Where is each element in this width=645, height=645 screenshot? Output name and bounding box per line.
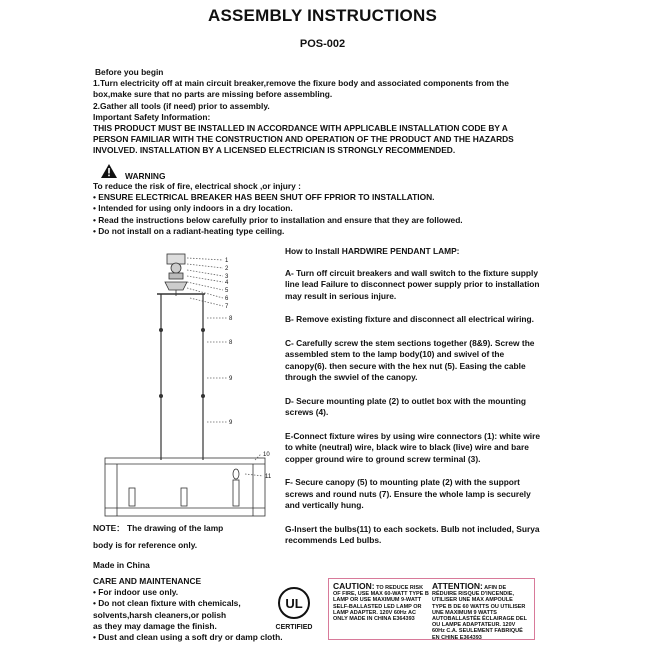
caution-fr-heading: ATTENTION: (432, 581, 483, 591)
ul-certified-word: CERTIFIED (275, 624, 313, 631)
install-section (285, 246, 547, 559)
callout-3: 3 (225, 274, 229, 280)
warning-line: • Do not install on a radiant-heating type ceiling. (93, 225, 285, 236)
note-line-1: NOTE： The drawing of the lamp (93, 523, 224, 533)
before-heading: Before you begin (95, 67, 164, 77)
made-in-label: Made in China (93, 560, 150, 570)
before-line: THIS PRODUCT MUST BE INSTALLED IN ACCORDANCE WITH APPLICABLE INSTALLATION CODE BY A (93, 123, 508, 134)
callout-2: 2 (225, 266, 229, 272)
caution-en-heading: CAUTION: (333, 581, 375, 591)
install-step-e: E-Connect fixture wires by using wire connectors (1): white wire to white (neutral) wire, black wire to black (live) wire and bare copper ground wire to ground screw terminal (3). (285, 430, 541, 464)
callout-9b: 9 (229, 420, 233, 426)
warning-line: • Read the instructions below carefully prior to installation and ensure that they are followed. (93, 214, 463, 225)
warning-icon (101, 164, 117, 178)
callout-10: 10 (263, 452, 270, 458)
install-step-g: G-Insert the bulbs(11) to each sockets. Bulb not included, Surya recommends Led bulbs. (285, 523, 540, 545)
install-step-f: F- Secure canopy (5) to mounting plate (2) with the support screws and round nuts (7). Ensure the whole lamp is securely and vertically hung. (285, 477, 531, 510)
care-line: • For indoor use only. (93, 587, 179, 598)
note-line-2: body is for reference only. (93, 540, 198, 550)
install-step-b: B- Remove existing fixture and disconnect all electrical wiring. (285, 314, 534, 324)
care-line: solvents,harsh cleaners,or polish (93, 609, 227, 620)
care-heading: CARE AND MAINTENANCE (93, 576, 202, 586)
warning-line: To reduce the risk of fire, electrical shock ,or injury : (93, 181, 301, 191)
install-step-c: C- Carefully screw the stem sections together (8&9). Screw the assembled stem to the lamp body(10) and swivel of the canopy(6). then secure with the hex nut (5). Easing the cable through the swviel of the canopy. (285, 337, 535, 382)
callout-8b: 8 (229, 340, 233, 346)
install-step-d: D- Secure mounting plate (2) to outlet box with the mounting screws (4). (285, 395, 527, 417)
lamp-diagram (95, 246, 280, 521)
warning-line: • ENSURE ELECTRICAL BREAKER HAS BEEN SHUT OFF FPRIOR TO INSTALLATION. (93, 192, 435, 203)
install-heading: How to Install HARDWIRE PENDANT LAMP: (285, 246, 460, 256)
callout-8a: 8 (229, 316, 233, 322)
before-line: box,make sure that no parts are missing before assembling. (93, 89, 333, 100)
callout-11: 11 (265, 474, 272, 480)
lamp-drawing (95, 246, 280, 521)
callout-5: 5 (225, 288, 229, 294)
callout-4: 4 (225, 280, 229, 286)
model-number: POS-002 (299, 38, 346, 50)
callout-7: 7 (225, 304, 229, 310)
before-section (93, 67, 514, 157)
before-line: PERSON FAMILIAR WITH THE CONSTRUCTION AND OPERATION OF THE PRODUCT AND THE HAZARDS (93, 134, 514, 145)
before-line: 1.Turn electricity off at main circuit breaker,remove the fixure body and associated components from the (93, 78, 509, 89)
document-title: ASSEMBLY INSTRUCTIONS (207, 6, 437, 25)
warning-section (93, 181, 463, 237)
callout-9a: 9 (229, 376, 233, 382)
ul-certified-logo (269, 583, 319, 633)
install-step-a: A- Turn off circuit breakers and wall switch to the fixture supply line lead Failure to disconnect power supply prior to installation may result in serious injure. (285, 267, 540, 301)
caution-fr-text: AFIN DE RÉDUIRE RISQUE D'INCENDIE, UTILISER UNE MAX AMPOULE TYPE B DE 60 WATTS OU UTILISER UNE MAXIMUM 9 WATTS AUTOBALLASTÉE ÉCLAIRAGE DEL OU LAMPE ADAPTATEUR. 120V 60Hz C.A. SEULEMENT FABRIQUÉ EN CHINE E364393 (432, 585, 527, 641)
care-line: • Dust and clean using a soft dry or damp cloth. (93, 632, 283, 643)
care-section (93, 576, 283, 643)
before-line: Important Safety Information: (93, 111, 211, 122)
before-line: INVOLVED. INSTALLATION BY A LICENSED ELECTRICIAN IS STRONGLY RECOMMENDED. (93, 145, 456, 156)
before-line: 2.Gather all tools (if need) prior to assembly. (93, 100, 270, 111)
caution-en-text: TO REDUCE RISK OF FIRE, USE MAX 60-WATT TYPE B LAMP OR USE MAXIMUM 9-WATT SELF-BALLASTED LED LAMP OR LAMP ADAPTER. 120V 60Hz AC ONLY MADE IN CHINA E364393 (333, 585, 429, 623)
callout-6: 6 (225, 296, 229, 302)
warning-line: • Intended for using only indoors in a dry location. (93, 203, 293, 214)
ul-mark: UL (285, 596, 303, 611)
care-line: as they may damage the finish. (93, 620, 217, 631)
caution-label (328, 578, 535, 640)
warning-heading: WARNING (125, 171, 166, 181)
care-line: • Do not clean fixture with chemicals, (93, 598, 241, 609)
callout-1: 1 (225, 258, 229, 264)
